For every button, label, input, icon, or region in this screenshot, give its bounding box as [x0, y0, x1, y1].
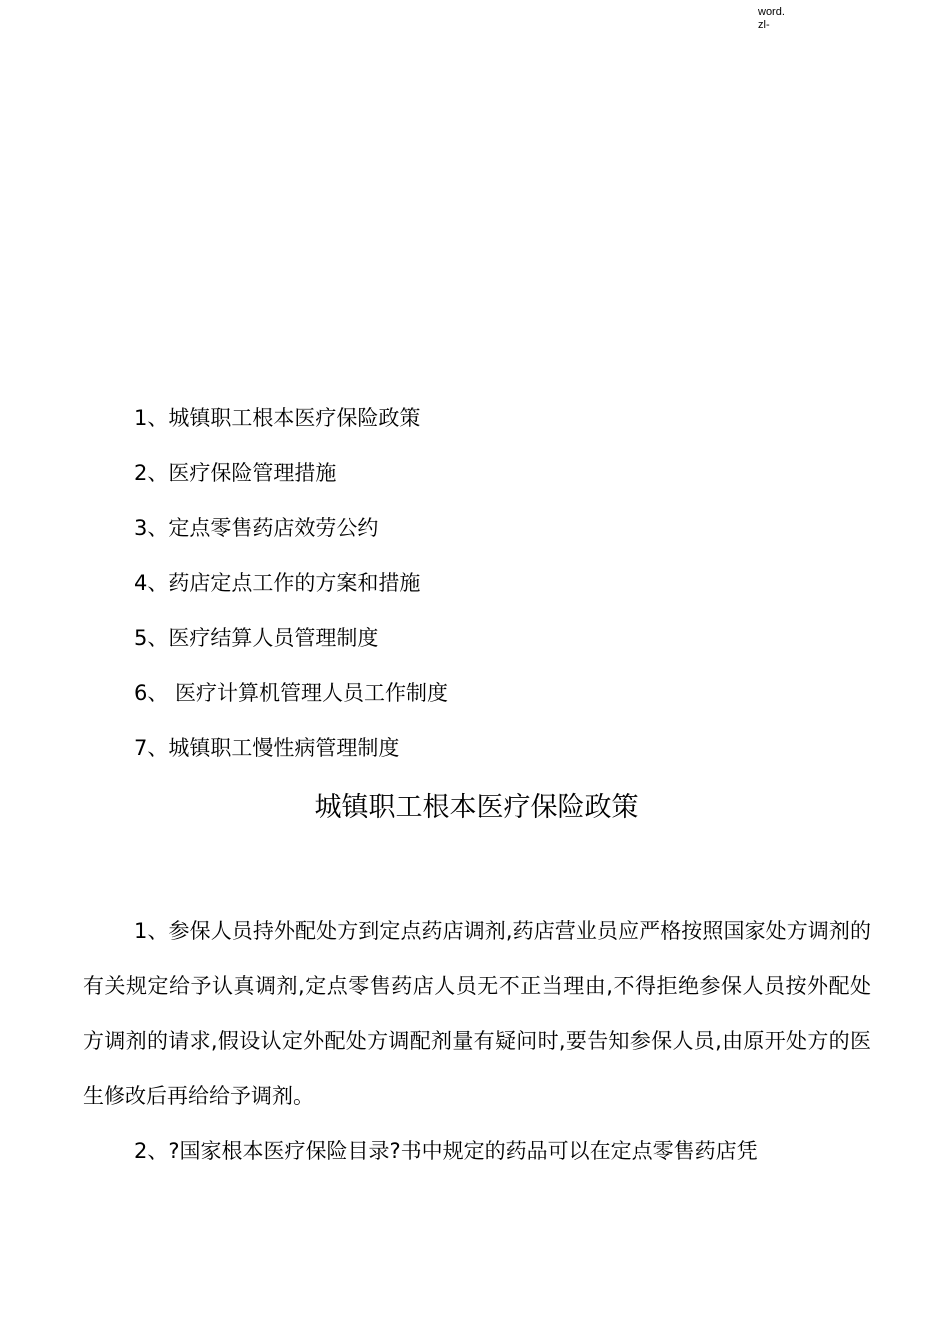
toc-item: 1、城镇职工根本医疗保险政策 — [134, 406, 421, 430]
toc-item: 5、医疗结算人员管理制度 — [134, 626, 379, 650]
header-line-1: word. — [758, 6, 785, 18]
toc-item: 4、药店定点工作的方案和措施 — [134, 571, 421, 595]
toc-item: 7、城镇职工慢性病管理制度 — [134, 736, 400, 760]
section-body — [83, 904, 871, 1179]
header-line-2: zl- — [758, 19, 770, 31]
toc-item: 3、定点零售药店效劳公约 — [134, 516, 379, 540]
table-of-contents — [134, 402, 448, 768]
paragraph: 1、参保人员持外配处方到定点药店调剂,药店营业员应严格按照国家处方调剂的有关规定给予认真调剂,定点零售药店人员无不正当理由,不得拒绝参保人员按外配处方调剂的请求,假设认定外配处方调配剂量有疑问时,要告知参保人员,由原开处方的医生修改后再给给予调剂。 — [83, 919, 871, 1108]
toc-item: 6、 医疗计算机管理人员工作制度 — [134, 681, 449, 705]
page-header — [758, 6, 785, 32]
toc-item: 2、医疗保险管理措施 — [134, 461, 337, 485]
paragraph: 2、?国家根本医疗保险目录?书中规定的药品可以在定点零售药店凭 — [134, 1139, 758, 1163]
section-title: 城镇职工根本医疗保险政策 — [314, 792, 639, 823]
